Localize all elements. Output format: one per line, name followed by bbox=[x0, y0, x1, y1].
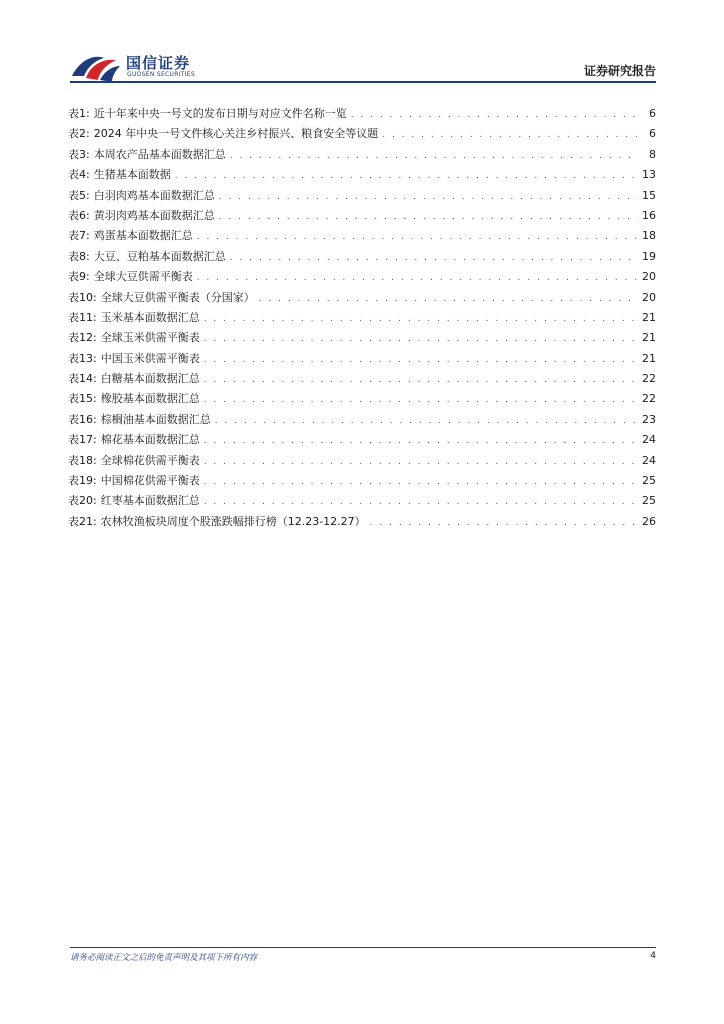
toc-entry-label: 表13: bbox=[68, 351, 97, 365]
toc-entry-label: 表12: bbox=[68, 331, 97, 345]
toc-entry-label: 表10: bbox=[68, 290, 97, 304]
toc-entry-label: 表17: bbox=[68, 433, 97, 447]
toc-entry-title: 棕榈油基本面数据汇总 bbox=[100, 412, 211, 426]
toc-entry-page: 26 bbox=[642, 514, 656, 528]
toc-entry-page: 15 bbox=[642, 188, 656, 202]
report-type-label: 证券研究报告 bbox=[583, 64, 656, 78]
toc-leader-dots bbox=[204, 472, 638, 492]
toc-entry-title: 2024 年中央一号文件核心关注乡村振兴、粮食安全等议题 bbox=[93, 127, 379, 141]
toc-entry-page: 21 bbox=[642, 351, 656, 365]
toc-entry-label: 表21: bbox=[68, 514, 97, 528]
toc-entry-label: 表4: bbox=[68, 168, 90, 182]
toc-entry[interactable] bbox=[68, 165, 656, 185]
toc-entry-label: 表8: bbox=[68, 249, 90, 263]
toc-entry[interactable] bbox=[68, 226, 656, 246]
footer-divider bbox=[70, 947, 656, 948]
footer-disclaimer: 请务必阅读正文之后的免责声明及其项下所有内容 bbox=[70, 953, 258, 963]
toc-entry[interactable] bbox=[68, 206, 656, 226]
toc-entry-label: 表2: bbox=[68, 127, 90, 141]
toc-entry-label: 表11: bbox=[68, 310, 97, 324]
toc-entry-title: 大豆、豆粕基本面数据汇总 bbox=[93, 249, 226, 263]
toc-entry-title: 全球棉花供需平衡表 bbox=[100, 453, 200, 467]
toc-entry[interactable] bbox=[68, 145, 656, 165]
toc-leader-dots bbox=[175, 166, 638, 186]
toc-entry-label: 表19: bbox=[68, 474, 97, 488]
toc-entry-page: 21 bbox=[642, 331, 656, 345]
toc-entry-title: 玉米基本面数据汇总 bbox=[100, 310, 200, 324]
toc-entry[interactable] bbox=[68, 451, 656, 471]
logo-name-cn: 国信证券 bbox=[126, 54, 191, 72]
toc-entry-page: 22 bbox=[642, 392, 656, 406]
toc-leader-dots bbox=[204, 431, 638, 451]
toc-entry-page: 18 bbox=[642, 229, 656, 243]
toc-entry-title: 橡胶基本面数据汇总 bbox=[100, 392, 200, 406]
toc-entry-title: 本周农产品基本面数据汇总 bbox=[93, 147, 226, 161]
logo-emblem-icon bbox=[70, 50, 122, 84]
toc-entry-page: 13 bbox=[642, 168, 656, 182]
toc-entry[interactable] bbox=[68, 389, 656, 409]
toc-entry[interactable] bbox=[68, 349, 656, 369]
toc-entry-page: 24 bbox=[642, 453, 656, 467]
toc-leader-dots bbox=[219, 207, 638, 227]
toc-entry-title: 中国棉花供需平衡表 bbox=[100, 474, 200, 488]
header-divider bbox=[70, 81, 656, 83]
toc-entry[interactable] bbox=[68, 247, 656, 267]
toc-leader-dots bbox=[230, 248, 638, 268]
toc-entry-title: 全球大豆供需平衡表（分国家） bbox=[100, 290, 255, 304]
company-logo bbox=[70, 50, 200, 84]
toc-leader-dots bbox=[204, 492, 638, 512]
toc-entry-page: 20 bbox=[642, 270, 656, 284]
toc-entry-label: 表3: bbox=[68, 147, 90, 161]
toc-entry-title: 红枣基本面数据汇总 bbox=[100, 494, 200, 508]
toc-leader-dots bbox=[204, 329, 638, 349]
logo-name-en: GUOSEN SECURITIES bbox=[127, 71, 196, 78]
toc-entry[interactable] bbox=[68, 124, 656, 144]
toc-entry-page: 20 bbox=[642, 290, 656, 304]
toc-entry-page: 21 bbox=[642, 310, 656, 324]
toc-leader-dots bbox=[204, 309, 638, 329]
toc-leader-dots bbox=[204, 350, 638, 370]
toc-entry-page: 23 bbox=[642, 412, 656, 426]
toc-entry[interactable] bbox=[68, 410, 656, 430]
toc-leader-dots bbox=[370, 513, 638, 533]
toc-leader-dots bbox=[204, 390, 638, 410]
toc-entry-label: 表16: bbox=[68, 412, 97, 426]
toc-entry[interactable] bbox=[68, 288, 656, 308]
toc-entry[interactable] bbox=[68, 186, 656, 206]
toc-entry-label: 表20: bbox=[68, 494, 97, 508]
toc-entry-label: 表1: bbox=[68, 107, 90, 120]
toc-entry-title: 农林牧渔板块周度个股涨跌幅排行榜（12.23-12.27） bbox=[100, 514, 366, 528]
toc-entry[interactable] bbox=[68, 328, 656, 348]
toc-entry-title: 全球大豆供需平衡表 bbox=[93, 270, 193, 284]
toc-leader-dots bbox=[382, 125, 638, 145]
toc-entry-label: 表7: bbox=[68, 229, 90, 243]
toc-entry-page: 16 bbox=[642, 208, 656, 222]
toc-leader-dots bbox=[215, 411, 638, 431]
toc-leader-dots bbox=[219, 187, 638, 207]
toc-entry-page: 19 bbox=[642, 249, 656, 263]
toc-entry-page: 6 bbox=[649, 107, 656, 120]
toc-entry-title: 全球玉米供需平衡表 bbox=[100, 331, 200, 345]
toc-entry-title: 近十年来中央一号文的发布日期与对应文件名称一览 bbox=[93, 107, 347, 120]
toc-entry-page: 6 bbox=[649, 127, 656, 141]
toc-entry[interactable] bbox=[68, 430, 656, 450]
toc-entry-label: 表15: bbox=[68, 392, 97, 406]
toc-entry-label: 表14: bbox=[68, 372, 97, 386]
toc-entry-title: 鸡蛋基本面数据汇总 bbox=[93, 229, 193, 243]
toc-entry-title: 白羽肉鸡基本面数据汇总 bbox=[93, 188, 215, 202]
toc-entry-page: 24 bbox=[642, 433, 656, 447]
toc-entry-title: 生猪基本面数据 bbox=[93, 168, 171, 182]
toc-leader-dots bbox=[351, 105, 638, 125]
toc-entry-page: 22 bbox=[642, 372, 656, 386]
toc-entry[interactable] bbox=[68, 104, 656, 124]
toc-entry[interactable] bbox=[68, 267, 656, 287]
page-header bbox=[0, 0, 724, 86]
toc-leader-dots bbox=[204, 370, 638, 390]
toc-leader-dots bbox=[197, 268, 638, 288]
toc-leader-dots bbox=[197, 227, 638, 247]
toc-leader-dots bbox=[259, 289, 638, 309]
toc-entry-label: 表9: bbox=[68, 270, 90, 284]
toc-entry[interactable] bbox=[68, 491, 656, 511]
toc-entry-title: 棉花基本面数据汇总 bbox=[100, 433, 200, 447]
toc-entry[interactable] bbox=[68, 369, 656, 389]
toc-entry-page: 25 bbox=[642, 494, 656, 508]
toc-entry-page: 25 bbox=[642, 474, 656, 488]
toc-entry-title: 黄羽肉鸡基本面数据汇总 bbox=[93, 208, 215, 222]
toc-entry-title: 白糖基本面数据汇总 bbox=[100, 372, 200, 386]
toc-entry[interactable] bbox=[68, 471, 656, 491]
toc-entry-page: 8 bbox=[649, 147, 656, 161]
toc-entry[interactable] bbox=[68, 308, 656, 328]
toc-entry[interactable] bbox=[68, 512, 656, 532]
toc-leader-dots bbox=[230, 146, 638, 166]
toc-leader-dots bbox=[204, 452, 638, 472]
toc-entry-label: 表18: bbox=[68, 453, 97, 467]
table-of-figures bbox=[68, 104, 656, 532]
toc-entry-label: 表5: bbox=[68, 188, 90, 202]
page-number: 4 bbox=[650, 951, 656, 961]
toc-entry-label: 表6: bbox=[68, 208, 90, 222]
toc-entry-title: 中国玉米供需平衡表 bbox=[100, 351, 200, 365]
